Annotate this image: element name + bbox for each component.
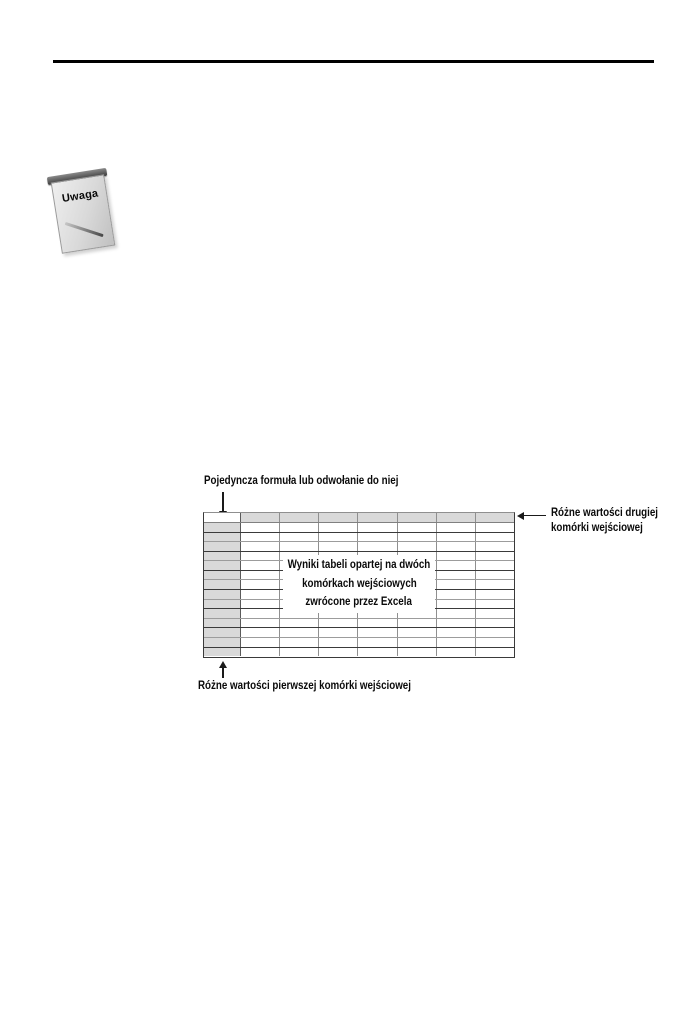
table-cell [398, 513, 437, 522]
pencil-line-icon [65, 222, 104, 237]
table-cell [319, 523, 358, 532]
table-cell [241, 648, 280, 657]
table-cell [358, 513, 397, 522]
table-cell [437, 638, 476, 647]
table-caption-line: komórkach wejściowych [301, 577, 417, 590]
table-cell [241, 571, 280, 580]
table-cell [204, 580, 241, 589]
table-cell [437, 600, 476, 609]
table-cell [358, 619, 397, 628]
table-cell [319, 542, 358, 551]
table-cell [204, 571, 241, 580]
note-icon [51, 173, 116, 255]
table-cell [358, 638, 397, 647]
table-cell [437, 542, 476, 551]
table-cell [437, 628, 476, 637]
table-cell [398, 628, 437, 637]
table-cell [319, 638, 358, 647]
table-cell [241, 580, 280, 589]
table-cell [204, 542, 241, 551]
table-cell [437, 619, 476, 628]
table-cell [398, 523, 437, 532]
table-row [204, 638, 514, 648]
table-cell [476, 600, 514, 609]
table-cell [437, 580, 476, 589]
table-cell [476, 571, 514, 580]
table-cell [437, 523, 476, 532]
table-cell [437, 513, 476, 522]
table-row [204, 648, 514, 658]
table-cell [280, 533, 319, 542]
table-cell [241, 600, 280, 609]
table-cell [204, 638, 241, 647]
table-cell [398, 638, 437, 647]
figure-right-label: Różne wartości drugiej komórki wejściowej [551, 507, 659, 534]
table-cell [319, 628, 358, 637]
table-cell [476, 523, 514, 532]
table-cell [358, 533, 397, 542]
table-cell [437, 648, 476, 657]
table-cell [280, 619, 319, 628]
table-cell [437, 552, 476, 561]
table-cell [204, 609, 241, 618]
table-cell [204, 513, 241, 522]
table-cell [241, 552, 280, 561]
table-cell [476, 638, 514, 647]
table-cell [358, 542, 397, 551]
left-arrow-line [523, 515, 546, 517]
table-cell [437, 590, 476, 599]
table-row [204, 513, 514, 523]
table-cell [241, 523, 280, 532]
table-cell [476, 533, 514, 542]
note-pad [51, 174, 116, 254]
table-caption [283, 555, 435, 613]
table-cell [241, 619, 280, 628]
figure-top-label: Pojedyncza formuła lub odwołanie do niej [204, 475, 399, 487]
table-cell [241, 590, 280, 599]
table-cell [241, 609, 280, 618]
table-cell [241, 542, 280, 551]
table-cell [358, 628, 397, 637]
table-cell [398, 648, 437, 657]
table-caption-line: Wyniki tabeli opartej na dwóch [287, 559, 431, 572]
up-arrow-line [222, 667, 224, 678]
table-cell [280, 523, 319, 532]
table-cell [204, 590, 241, 599]
table-cell [241, 513, 280, 522]
table-cell [204, 600, 241, 609]
table-cell [319, 648, 358, 657]
table-cell [204, 648, 241, 657]
table-row [204, 619, 514, 629]
table-cell [437, 571, 476, 580]
table-cell [476, 628, 514, 637]
table-cell [241, 533, 280, 542]
table-row [204, 628, 514, 638]
down-arrow-line [222, 492, 224, 512]
table-cell [476, 513, 514, 522]
table-cell [476, 609, 514, 618]
table-cell [280, 648, 319, 657]
table-cell [476, 580, 514, 589]
table-cell [437, 561, 476, 570]
table-cell [476, 552, 514, 561]
table-cell [319, 619, 358, 628]
header-rule [53, 60, 654, 63]
table-cell [437, 533, 476, 542]
table-cell [476, 542, 514, 551]
figure-bottom-label: Różne wartości pierwszej komórki wejściowej [198, 680, 411, 692]
table-cell [319, 513, 358, 522]
table-cell [204, 561, 241, 570]
table-row [204, 542, 514, 552]
table-cell [280, 542, 319, 551]
table-row [204, 523, 514, 533]
table-cell [280, 628, 319, 637]
table-cell [398, 542, 437, 551]
table-cell [204, 619, 241, 628]
table-cell [280, 638, 319, 647]
table-cell [204, 533, 241, 542]
note-label: Uwaga [61, 187, 100, 206]
table-cell [241, 561, 280, 570]
table-cell [280, 513, 319, 522]
table-cell [437, 609, 476, 618]
table-cell [476, 590, 514, 599]
table-cell [476, 561, 514, 570]
table-cell [398, 619, 437, 628]
table-cell [241, 628, 280, 637]
table-cell [204, 523, 241, 532]
table-cell [204, 552, 241, 561]
table-cell [398, 533, 437, 542]
table-cell [204, 628, 241, 637]
table-cell [476, 619, 514, 628]
table-cell [476, 648, 514, 657]
table-caption-line: zwrócone przez Excela [305, 596, 413, 609]
table-cell [241, 638, 280, 647]
table-row [204, 533, 514, 543]
table-cell [319, 533, 358, 542]
table-cell [358, 648, 397, 657]
table-cell [358, 523, 397, 532]
